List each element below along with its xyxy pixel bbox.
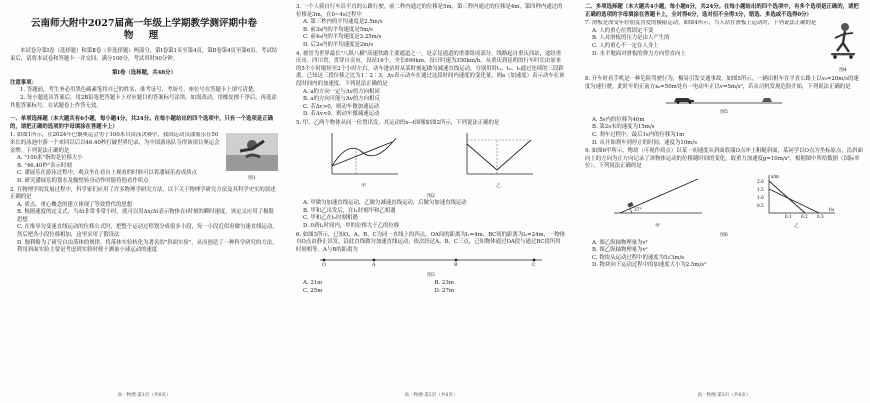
q7-option-c: C. 人的重心不一定在人身上 [592, 42, 659, 49]
figure-3-label: 图3 [427, 273, 435, 279]
q8-option-d: D. 从开始刹车到停止的时间，速度为10m/s [592, 139, 697, 146]
point-a-label: A [372, 263, 376, 269]
incline-diagram [610, 173, 706, 230]
q6-option-c: C. 25m [303, 287, 323, 294]
q3-option-a: A. 第三秒内的平均速度是2.5m/s [303, 19, 383, 26]
q4-option-d: D. 若Δv<0，则动车做减速运动 [303, 111, 380, 118]
q9-option-b: B. 图乙纵轴物理量为v² [592, 247, 648, 254]
column-3 [585, 0, 863, 403]
q1-stem: 1. 如图1所示，在2024年巴黎奥运会男子100米自由泳决赛中，我国运动员潘展乐在50米长的泳池中游一个来回以后以46.40秒打破世界纪录，为中国游泳队夺得该项目奥运会金牌。下列说法正确的是 [10, 132, 220, 154]
figure-2-label: 图2 [427, 193, 435, 199]
q6-option-b: B. 23m [434, 280, 454, 287]
q2-stem: 2. 在物理学的发展过程中，科学家们应用了许多物理学研究方法，以下关于物理学研究方法及其科学史实的叙述正确的是 [10, 186, 276, 201]
q4-option-c: C. 若Δv>0，则动车做加速运动 [303, 103, 380, 110]
section2-title: 二、多项选择题（本大题共4小题，每小题6分，共24分。在每小题给出的四个选项中，有多个选项是正确的，请把正确的选项的字母填涂在答题卡上，全对得6分，选对但不全得3分，错选、多选或不选得0分） [585, 4, 859, 18]
incline-angle-label: 37° [633, 207, 642, 213]
section1-title: 一、单项选择题（本大题共有6小题，每小题4分，共24分。在每小题给出的四个选项中，只有一个选项是正确的，请把正确的选项的字母填涂在答题卡上） [10, 116, 273, 130]
q1-option-b: B. "46.40秒"表示时刻 [17, 162, 72, 169]
point-c-label: C [532, 263, 536, 269]
x-axis-label: t/s [828, 206, 834, 212]
question-4 [296, 51, 566, 119]
q2-option-c: C. 在推导匀变速直线运动的位移公式时，把整个运动过程划分成很多小段，每一小段近似看做匀速直线运动，然后把各小段位移相加，这里采用了假设法 [17, 224, 278, 239]
point-b-label: B [454, 263, 458, 269]
question-6 [296, 232, 566, 296]
q1-option-d: D. 研究潘展乐的划水及触壁转身动作时能将他看作质点 [17, 177, 149, 184]
q3-option-b: B. 前3s内的平均速度是5m/s [303, 26, 373, 33]
q6-option-a: A. 21m [303, 280, 323, 287]
q7-stem: 7. 滑板是深受年轻朋友喜爱的极限运动，如图4所示，当人站在滑板上运动时，下列说法正确的是 [585, 20, 817, 27]
q9-option-a: A. 图乙纵轴物理量为v² [592, 239, 648, 246]
figure-3 [316, 256, 546, 272]
note-1: 1. 答题前，考生务必用黑色碳素笔将自己的姓名、准考证号、考场号、座位号在答题卡上填写清楚。 [20, 87, 259, 94]
graph-yi-label: 乙 [496, 184, 501, 190]
q4-option-a: A. a的方向一定与Δv的方向相同 [303, 88, 380, 95]
graph-jia [326, 130, 402, 191]
q5-stem: 5. 甲、乙两个物体从同一位置出发，其运动的x−t图像如图2所示，下列说法正确的是 [296, 119, 500, 126]
question-2 [10, 187, 278, 255]
x-tick-2: 0.2 [800, 213, 808, 219]
q1-option-a: A. "100米"指的是位移大小 [17, 155, 83, 162]
q5-option-b: B. 甲和乙出发后，在t₁时刻甲和乙相遇 [303, 207, 396, 214]
figure-6 [585, 173, 863, 230]
q9-option-d: D. 物块向下运动过程中的加速度大小为2.5m/s² [592, 262, 707, 269]
figure-6-graph [755, 173, 839, 230]
question-9 [585, 148, 863, 270]
exam-intro: 本试卷分第Ⅰ卷（选择题）和第Ⅱ卷（非选择题）两部分。第Ⅰ卷第1页至第4页，第Ⅱ卷第4页至第6页。考试结束后，请将本试卷和答题卡一并交回。满分100分，考试用时90分钟。 [10, 48, 278, 62]
q7-option-a: A. 人的重心位置固定不变 [592, 27, 654, 34]
figure-2 [296, 130, 566, 191]
q6-options [296, 280, 566, 295]
skateboarder-figure [823, 21, 863, 74]
q7-option-d: D. 水平地面对滑板的弹力方向竖直向上 [592, 50, 686, 57]
y-tick-3: 1.0 [756, 194, 764, 200]
graph-yi [461, 130, 537, 191]
column-2 [296, 0, 566, 403]
q9-stem: 9. 如图6甲所示，物块（可视作质点）以某一初速度从斜面底端O点冲上粗糙斜面，某同学以O点为坐标原点，沿斜面向上的方向为正方向记录了该物体运动的位移随时间的变化，取重力加速度g=10m/s²，根据图中所给数据（国际单位），下列说法正确的是 [585, 148, 863, 170]
figure-6-jia-label: 甲 [655, 223, 660, 229]
figure-5-label: 图5 [720, 110, 728, 116]
q5-option-c: C. 甲和乙在t₂时刻相遇 [303, 215, 358, 222]
figure-6-label: 图6 [720, 233, 728, 239]
q3-option-c: C. 前4s内的平均速度是3.25m/s [303, 34, 382, 41]
q2-option-b: B. 根据速度的定义式，当Δt非常非常小时，就可以用Δx/Δt表示物体在t时刻的瞬时速度，该定义应用了极限思想 [17, 209, 274, 223]
q6-option-d: D. 27m [434, 287, 455, 294]
notes-title: 注意事项： [10, 79, 37, 86]
column-1 [10, 0, 278, 403]
y-tick-4: 0.5 [756, 202, 764, 208]
graph-jia-label: 甲 [361, 184, 366, 190]
figure-4-label: 图4 [839, 67, 847, 73]
figure-6-yi-label: 乙 [794, 223, 799, 229]
figure-5 [585, 92, 863, 117]
q5-option-a: A. 甲做匀加速直线运动，乙做匀减速直线运动，后做匀加速直线运动 [303, 200, 467, 207]
page-footer-3: 高一物理·第3页（共6页） [697, 393, 751, 399]
exam-subject: 物 理 [123, 30, 165, 41]
q8-stem: 8. 开车时看手机是一种危险驾驶行为，极易引发交通事故。如图5所示，一辆出租车在平直公路上以v₀=20m/s的速度匀速行驶，此时车的正前方x₀=50m处有一电动车正以v=5m/s²，若从司机发现危险开始，下列说法正确的是 [585, 76, 859, 90]
question-8 [585, 76, 863, 147]
y-tick-2: 1.5 [756, 186, 764, 192]
q6-stem: 6. 如图3所示，已知O、A、B、C为同一直线上的四点，OA间的距离为l₁=4m，BC间的距离为l₂=24m，一物体自O点由静止出发，沿此直线做匀加速直线运动，依次经过A、B、C三点，已知物体通过OA段与通过BC段所用时间相等。A与B的距离为 [296, 231, 566, 253]
q9-option-c: C. 物块从运动过程中的速度为5√3m/s [592, 254, 685, 261]
figure-1-label: 图1 [248, 175, 256, 181]
x-tick-3: 0.3 [816, 213, 824, 219]
q1-option-c: C. 潘展乐在游泳过程中，观众坐在看台上观看的时候可以将潘展乐看成质点 [17, 170, 197, 177]
q7-option-b: B. 人对滑板的压力是由人产生的 [592, 35, 670, 42]
part1-title: 第Ⅰ卷（选择题，共48分） [112, 70, 176, 77]
y-tick-1: 2.0 [756, 178, 764, 184]
question-7 [585, 20, 863, 75]
q3-option-d: D. 后2s内的平均速度是2m/s [303, 41, 374, 48]
q4-option-b: B. a的方向可能与Δv的方向相反 [303, 96, 380, 103]
page-footer-2: 高一物理·第2页（共6页） [404, 393, 458, 399]
q3-stem: 3. 一个人骑自行车沿平直的公路行驶，前二秒内通过的位移是5m，第三秒内通过的位移是4m，第四秒内通过的位移是3m，在0~4s过程中 [296, 4, 563, 18]
exam-title: 云南师大附中2027届高一年级上学期教学测评期中卷 [31, 18, 257, 29]
point-o-label: O [322, 263, 326, 269]
note-2: 2. 每小题选出答案后，用2B铅笔把答题卡上对应题目的答案标号涂黑。如需改动，用橡皮擦干净后，再选涂其他答案标号。在试题卷上作答无效。 [10, 94, 277, 109]
page-footer-1: 高一物理·第1页（共6页） [117, 393, 171, 399]
q2-option-a: A. 质点、重心概念的建立体现了等效替代的思想 [17, 201, 133, 208]
q5-option-d: D. 0到t₁时间内，甲的位移大于乙的位移 [303, 223, 400, 230]
question-1 [10, 132, 278, 185]
q8-option-a: A. 5s内的位移为40m [592, 116, 645, 123]
question-5 [296, 120, 566, 231]
q4-stem: 4. 被誉为世界最长"八纵八横"高速铁路主要通道之一，是京昆通道的重要组成部分，线路起自重庆西站，途经重庆市、四川省，贯穿自贡市，设站16个，全长699km，设计时速为350km/h。从重庆到昆明的行车时长由原来的5个小时缩短至2个小时左右。动车进站时从某时刻起做匀减速直线运动，分别用时t₁、t₂、t₃通过连续的三段距离，已知这三段位移之比为1∶2∶3，Δv表示动车在通过这段时间内速度的变化量，则a（加速度）表示动车在该段时间内的加速度，下列说法正确的是 [296, 50, 565, 87]
q2-option-d: D. 伽利略为了研究自由落体的规律，将落体实验转化为著名的"斜面实验"，从而创造了一种科学研究的方法，利用斜面实验主要是考虑到实验时便于测量小球运动的速度 [17, 239, 278, 254]
x-tick-1: 0.1 [784, 213, 792, 219]
q8-option-b: B. 第2s末的速度为15m/s [592, 124, 655, 131]
question-3 [296, 4, 566, 50]
y-axis-label: x/m [770, 173, 779, 179]
swimmer-photo [226, 133, 278, 182]
q8-option-c: C. 刹车过程中，最后1s内的位移为1m [592, 131, 685, 138]
